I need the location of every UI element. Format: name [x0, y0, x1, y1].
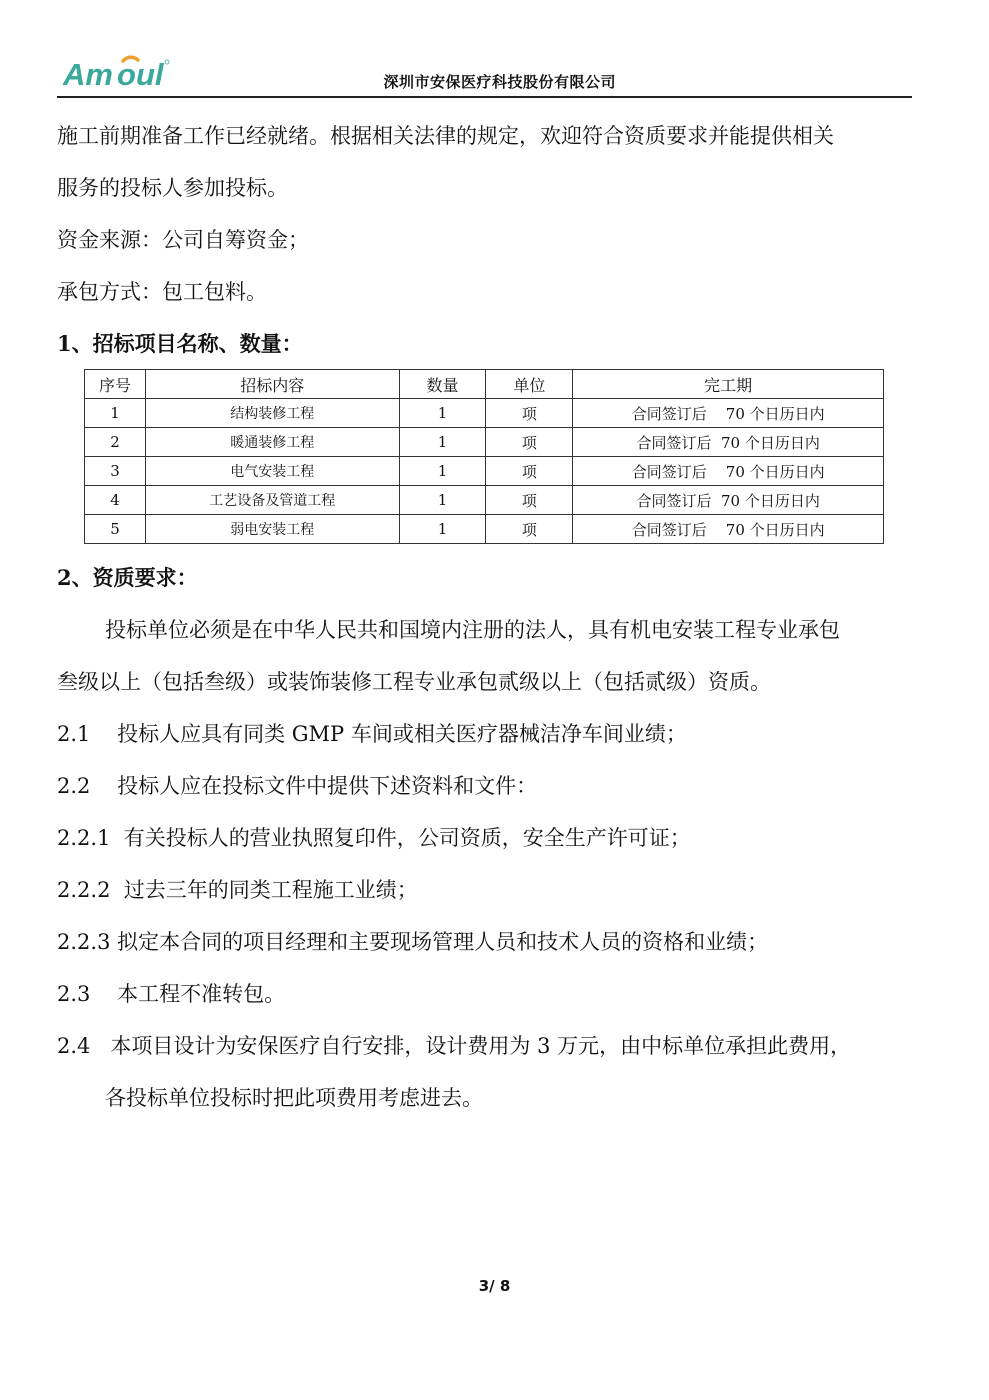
- cell-unit: 项: [486, 457, 573, 486]
- requirement-2-3: 2.3 本工程不准转包。: [57, 982, 286, 1006]
- svg-text:ul: ul: [136, 57, 164, 92]
- cell-content: 结构装修工程: [145, 399, 399, 428]
- amoul-logo: [61, 52, 179, 92]
- cell-content: 电气安装工程: [145, 457, 399, 486]
- cell-content: 暖通装修工程: [145, 428, 399, 457]
- page-header: [57, 48, 912, 98]
- cell-qty: 1: [399, 399, 486, 428]
- cell-content: 弱电安装工程: [145, 515, 399, 544]
- requirement-2-2: 2.2 投标人应在投标文件中提供下述资料和文件：: [57, 774, 538, 798]
- cell-qty: 1: [399, 486, 486, 515]
- table-row: [85, 399, 884, 428]
- intro-line-1: 施工前期准备工作已经就绪。根据相关法律的规定，欢迎符合资质要求并能提供相关: [57, 124, 834, 148]
- cell-content: 工艺设备及管道工程: [145, 486, 399, 515]
- cell-no: 5: [85, 515, 146, 544]
- cell-no: 4: [85, 486, 146, 515]
- cell-qty: 1: [399, 428, 486, 457]
- cell-no: 1: [85, 399, 146, 428]
- cell-qty: 1: [399, 457, 486, 486]
- header-period: 完工期: [573, 370, 884, 399]
- intro-line-2: 服务的投标人参加投标。: [57, 176, 288, 200]
- bid-items-table: [84, 369, 884, 544]
- company-name: 深圳市安保医疗科技股份有限公司: [383, 73, 616, 91]
- cell-period: 合同签订后 70 个日历日内: [573, 428, 884, 457]
- requirement-2-2-2: 2.2.2 过去三年的同类工程施工业绩；: [57, 878, 418, 902]
- cell-period: 合同签订后 70 个日历日内: [573, 515, 884, 544]
- svg-text:o: o: [117, 57, 136, 92]
- requirement-2-4-line-2: 各投标单位投标时把此项费用考虑进去。: [105, 1086, 483, 1110]
- cell-qty: 1: [399, 515, 486, 544]
- cell-no: 3: [85, 457, 146, 486]
- cell-period: 合同签订后 70 个日历日内: [573, 486, 884, 515]
- header-unit: 单位: [486, 370, 573, 399]
- requirement-2-1: 2.1 投标人应具有同类 GMP 车间或相关医疗器械洁净车间业绩；: [57, 722, 687, 746]
- table-row: [85, 486, 884, 515]
- section-1-heading: 1、招标项目名称、数量：: [57, 331, 303, 356]
- requirement-2-4-line-1: 2.4 本项目设计为安保医疗自行安排，设计费用为 3 万元，由中标单位承担此费用，: [57, 1034, 852, 1058]
- section-2-heading: 2、资质要求：: [57, 565, 198, 590]
- contract-mode: 承包方式：包工包料。: [57, 280, 267, 304]
- funding-source: 资金来源：公司自筹资金；: [57, 228, 309, 252]
- cell-no: 2: [85, 428, 146, 457]
- header-no: 序号: [85, 370, 146, 399]
- cell-unit: 项: [486, 399, 573, 428]
- table-row: [85, 515, 884, 544]
- page-number: 3/ 8: [478, 1277, 511, 1295]
- cell-period: 合同签订后 70 个日历日内: [573, 399, 884, 428]
- table-header-row: [85, 370, 884, 399]
- qualification-line-1: 投标单位必须是在中华人民共和国境内注册的法人，具有机电安装工程专业承包: [105, 618, 840, 642]
- requirement-2-2-1: 2.2.1 有关投标人的营业执照复印件，公司资质，安全生产许可证；: [57, 826, 691, 850]
- qualification-line-2: 叁级以上（包括叁级）或装饰装修工程专业承包贰级以上（包括贰级）资质。: [57, 670, 771, 694]
- cell-period: 合同签订后 70 个日历日内: [573, 457, 884, 486]
- table-row: [85, 428, 884, 457]
- cell-unit: 项: [486, 428, 573, 457]
- cell-unit: 项: [486, 486, 573, 515]
- header-qty: 数量: [399, 370, 486, 399]
- table-row: [85, 457, 884, 486]
- requirement-2-2-3: 2.2.3 拟定本合同的项目经理和主要现场管理人员和技术人员的资格和业绩；: [57, 930, 769, 954]
- header-content: 招标内容: [145, 370, 399, 399]
- cell-unit: 项: [486, 515, 573, 544]
- svg-text:Am: Am: [63, 57, 113, 92]
